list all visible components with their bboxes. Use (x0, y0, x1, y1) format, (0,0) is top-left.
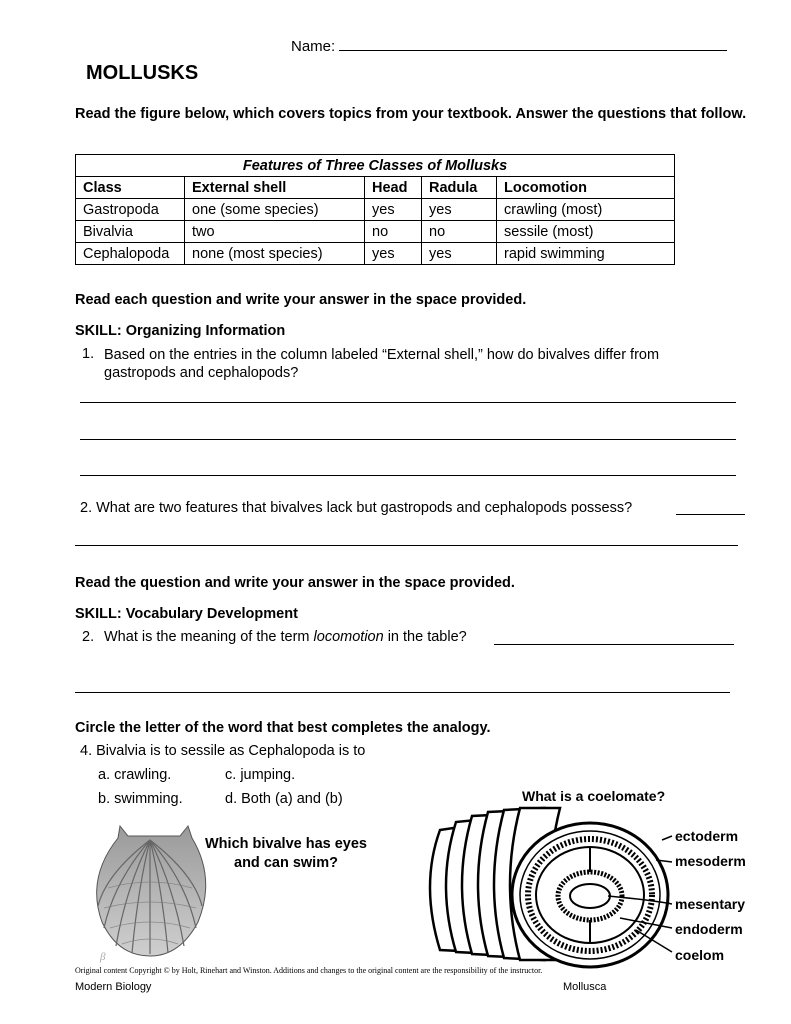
coelomate-question: What is a coelomate? (522, 788, 666, 804)
vocab-question-number: 2. (82, 629, 95, 645)
column-header-head: Head (365, 177, 422, 199)
table-cell: Bivalvia (76, 221, 185, 243)
table-caption: Features of Three Classes of Mollusks (76, 155, 675, 177)
shell-question: Which bivalve has eyes and can swim? (205, 836, 367, 871)
skill-vocabulary: SKILL: Vocabulary Development (75, 606, 298, 622)
column-header-radula: Radula (422, 177, 497, 199)
footer-left: Modern Biology (75, 981, 152, 993)
answer-line-5[interactable] (75, 692, 730, 693)
table-cell: no (422, 221, 497, 243)
intro-instruction: Read the figure below, which covers topics from your textbook. Answer the questions that follow. (75, 106, 747, 122)
answer-line-q2-inline[interactable] (676, 514, 745, 515)
choice-b[interactable]: b. swimming. (98, 791, 183, 807)
answer-line-vocab-inline[interactable] (494, 644, 734, 645)
section2-instruction: Read the question and write your answer in the space provided. (75, 575, 515, 591)
label-endoderm: endoderm (675, 921, 743, 937)
table-cell: Cephalopoda (76, 243, 185, 265)
table-cell: rapid swimming (497, 243, 675, 265)
choice-d[interactable]: d. Both (a) and (b) (225, 791, 343, 807)
table-cell: Gastropoda (76, 199, 185, 221)
table-cell: one (some species) (185, 199, 365, 221)
coelomate-diagram (400, 800, 680, 970)
column-header-class: Class (76, 177, 185, 199)
section1-instruction: Read each question and write your answer in the space provided. (75, 292, 527, 308)
choice-a[interactable]: a. crawling. (98, 767, 172, 783)
table-cell: sessile (most) (497, 221, 675, 243)
table-cell: no (365, 221, 422, 243)
label-mesentary: mesentary (675, 896, 746, 912)
section3-instruction: Circle the letter of the word that best completes the analogy. (75, 720, 491, 736)
vocab-question-text: What is the meaning of the term locomotion in the table? (104, 629, 467, 645)
answer-line-4[interactable] (75, 545, 738, 546)
question-1-text: Based on the entries in the column labeled “External shell,” how do bivalves differ from gastropods and cephalopods? (104, 347, 660, 381)
table-row (76, 243, 675, 265)
name-field[interactable] (291, 37, 727, 55)
table-cell: yes (365, 199, 422, 221)
page-title: MOLLUSKS (86, 62, 199, 84)
table-cell: crawling (most) (497, 199, 675, 221)
answer-line-2[interactable] (80, 439, 736, 440)
answer-line-1[interactable] (80, 402, 736, 403)
table-cell: yes (365, 243, 422, 265)
analogy-question: 4. Bivalvia is to sessile as Cephalopoda is to (80, 743, 366, 759)
name-label: Name: (291, 38, 340, 55)
table-row (76, 199, 675, 221)
table-row (76, 221, 675, 243)
question-2-text: 2. What are two features that bivalves lack but gastropods and cephalopods possess? (80, 500, 633, 516)
label-coelom: coelom (675, 947, 725, 963)
choice-c[interactable]: c. jumping. (225, 767, 296, 783)
answer-line-3[interactable] (80, 475, 736, 476)
copyright-notice: Original content Copyright © by Holt, Rinehart and Winston. Additions and changes to the original content are the responsibility of the instructor. (75, 966, 543, 975)
column-header-locomotion: Locomotion (497, 177, 675, 199)
table-cell: none (most species) (185, 243, 365, 265)
skill-organizing: SKILL: Organizing Information (75, 323, 286, 339)
table-cell: two (185, 221, 365, 243)
table-cell: yes (422, 243, 497, 265)
question-1-number: 1. (82, 346, 95, 362)
column-header-external-shell: External shell (185, 177, 365, 199)
features-table (75, 154, 675, 265)
footer-right: Mollusca (563, 981, 607, 993)
label-ectoderm: ectoderm (675, 828, 739, 844)
label-mesoderm: mesoderm (675, 853, 746, 869)
table-cell: yes (422, 199, 497, 221)
svg-text:β: β (100, 951, 106, 963)
